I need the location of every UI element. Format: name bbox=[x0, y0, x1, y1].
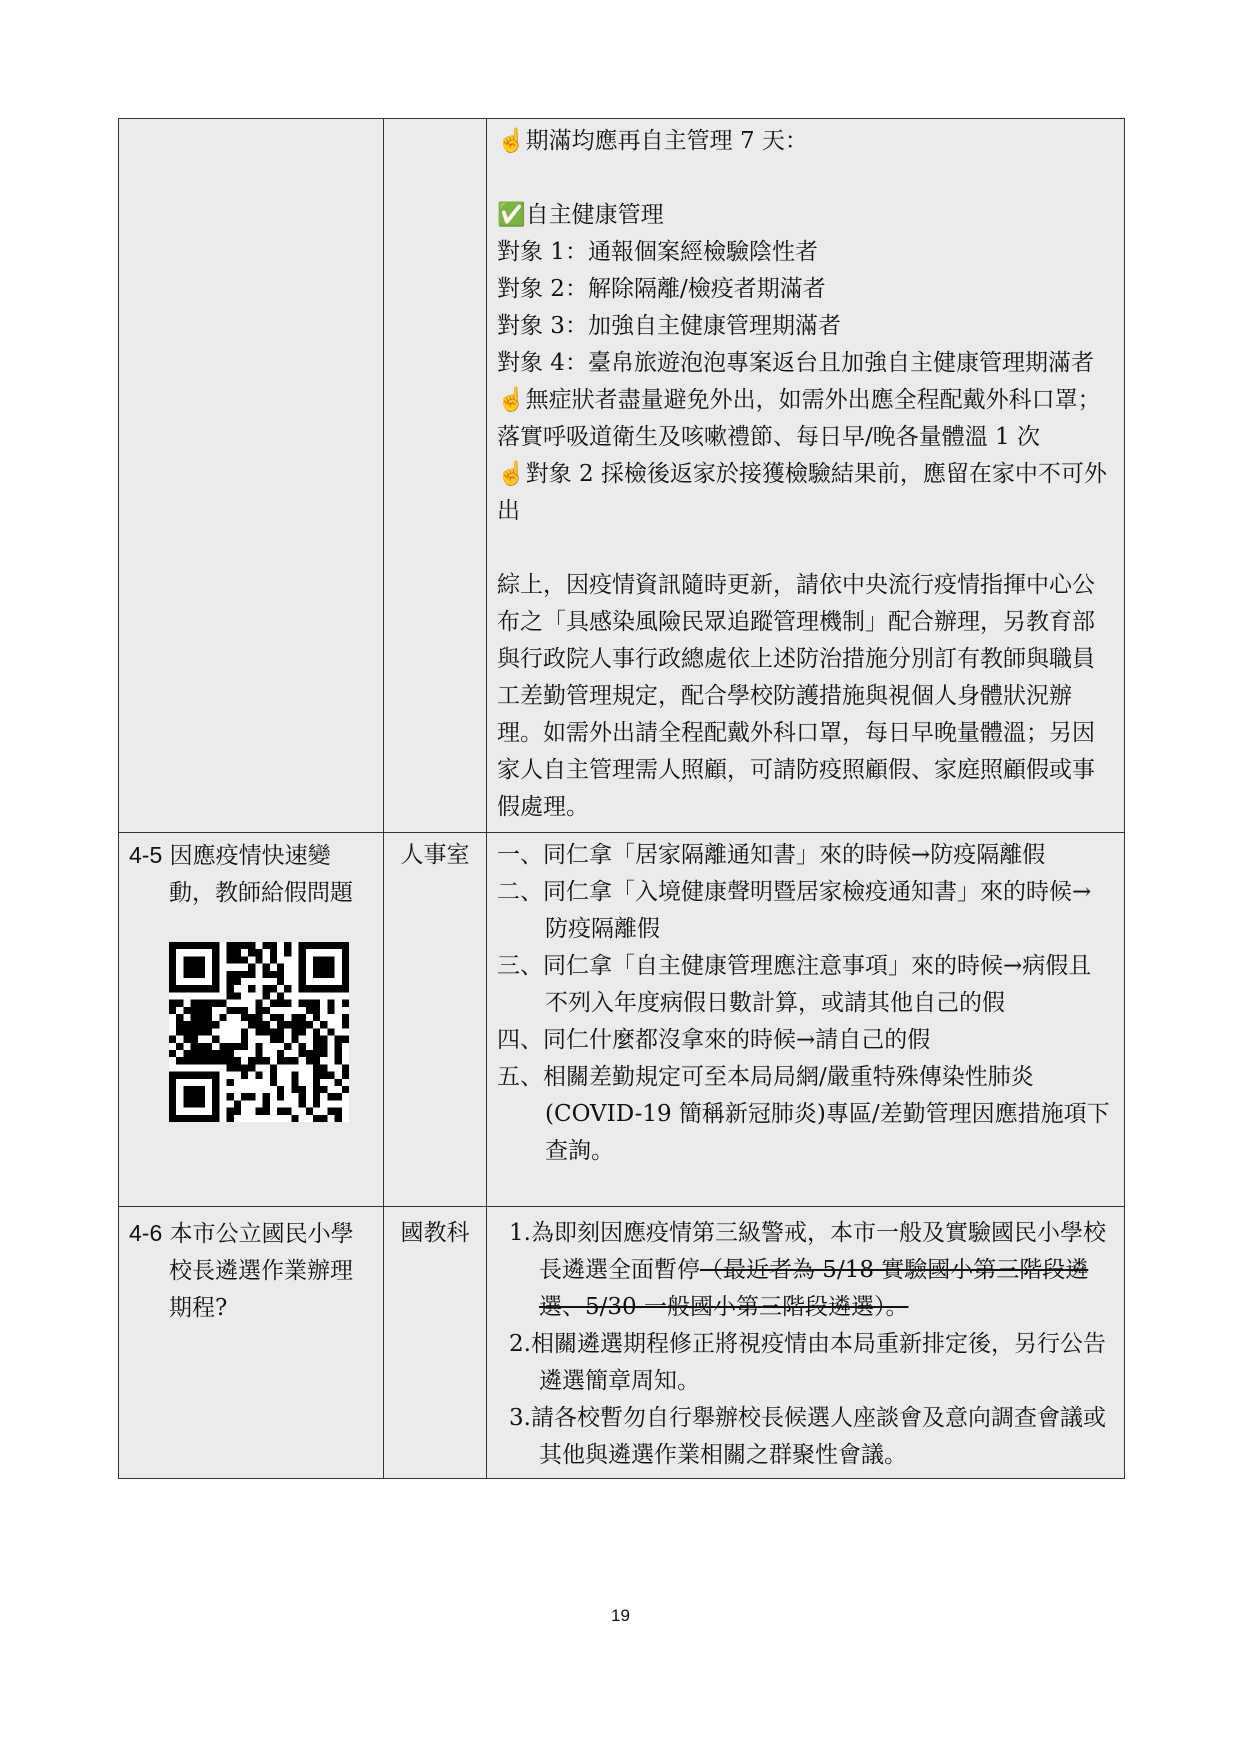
topic-cell bbox=[119, 119, 384, 833]
answer-line: ☝對象 2 採檢後返家於接獲檢驗結果前，應留在家中不可外出 bbox=[497, 461, 1107, 524]
answer-item: 2.相關遴選期程修正將視疫情由本局重新排定後，另行公告遴選簡章周知。 bbox=[509, 1331, 1106, 1394]
answer-item: 三、同仁拿「自主健康管理應注意事項」來的時候→病假且不列入年度病假日數計算，或請其他自己的假 bbox=[497, 953, 1092, 1016]
faq-table bbox=[118, 118, 1125, 1479]
topic-cell bbox=[119, 1207, 384, 1479]
unit-cell: 國教科 bbox=[384, 1207, 487, 1479]
answer-item: 五、相關差勤規定可至本局局網/嚴重特殊傳染性肺炎(COVID-19 簡稱新冠肺炎)專區/差勤管理因應措施項下查詢。 bbox=[497, 1064, 1110, 1164]
table-row-4-5 bbox=[119, 833, 1125, 1207]
answer-summary: 綜上，因疫情資訊隨時更新，請依中央流行疫情指揮中心公布之「具感染風險民眾追蹤管理機制」配合辦理，另教育部與行政院人事行政總處依上述防治措施分別訂有教師與職員工差勤管理規定，配合學校防護措施與視個人身體狀況辦理。如需外出請全程配戴外科口罩，每日早晚量體溫；另因家人自主管理需人照顧，可請防疫照顧假、家庭照顧假或事假處理。 bbox=[497, 572, 1095, 820]
struck-text: （最近者為 5/18 實驗國小第三階段遴選、5/30 一般國小第三階段遴選）。 bbox=[539, 1257, 1089, 1320]
answer-line: 對象 3：加強自主健康管理期滿者 bbox=[497, 313, 841, 339]
answer-item: 一、同仁拿「居家隔離通知書」來的時候→防疫隔離假 bbox=[497, 842, 1046, 868]
topic-text: 因應疫情快速變動，教師給假問題 bbox=[169, 843, 353, 906]
answer-cell bbox=[487, 1207, 1125, 1479]
answer-item: 四、同仁什麼都沒拿來的時候→請自己的假 bbox=[497, 1027, 931, 1053]
qr-code-icon bbox=[169, 942, 349, 1122]
unit-cell: 人事室 bbox=[384, 833, 487, 1207]
topic-cell bbox=[119, 833, 384, 1207]
topic-number: 4-5 bbox=[129, 842, 163, 868]
answer-item: 二、同仁拿「入境健康聲明暨居家檢疫通知書」來的時候→防疫隔離假 bbox=[497, 879, 1092, 942]
answer-line: ✅自主健康管理 bbox=[497, 202, 664, 228]
answer-line: ☝期滿均應再自主管理 7 天： bbox=[497, 128, 808, 154]
topic-number: 4-6 bbox=[129, 1220, 163, 1246]
answer-line: ☝無症狀者盡量避免外出，如需外出應全程配戴外科口罩；落實呼吸道衛生及咳嗽禮節、每日早/晚各量體溫 1 次 bbox=[497, 387, 1101, 450]
answer-line: 對象 2：解除隔離/檢疫者期滿者 bbox=[497, 276, 826, 302]
answer-cell bbox=[487, 119, 1125, 833]
answer-line: 對象 4：臺帛旅遊泡泡專案返台且加強自主健康管理期滿者 bbox=[497, 350, 1094, 376]
answer-item: 1.為即刻因應疫情第三級警戒，本市一般及實驗國民小學校長遴選全面暫停（最近者為 5/18 實驗國小第三階段遴選、5/30 一般國小第三階段遴選）。 bbox=[509, 1220, 1106, 1320]
table-row-4-6 bbox=[119, 1207, 1125, 1479]
topic-text: 本市公立國民小學校長遴選作業辦理期程? bbox=[169, 1221, 354, 1321]
answer-item: 3.請各校暫勿自行舉辦校長候選人座談會及意向調查會議或其他與遴選作業相關之群聚性會議。 bbox=[509, 1405, 1106, 1468]
unit-cell bbox=[384, 119, 487, 833]
answer-line: 對象 1：通報個案經檢驗陰性者 bbox=[497, 239, 818, 265]
page-number: 19 bbox=[611, 1606, 630, 1625]
table-row-continued bbox=[119, 119, 1125, 833]
answer-cell bbox=[487, 833, 1125, 1207]
